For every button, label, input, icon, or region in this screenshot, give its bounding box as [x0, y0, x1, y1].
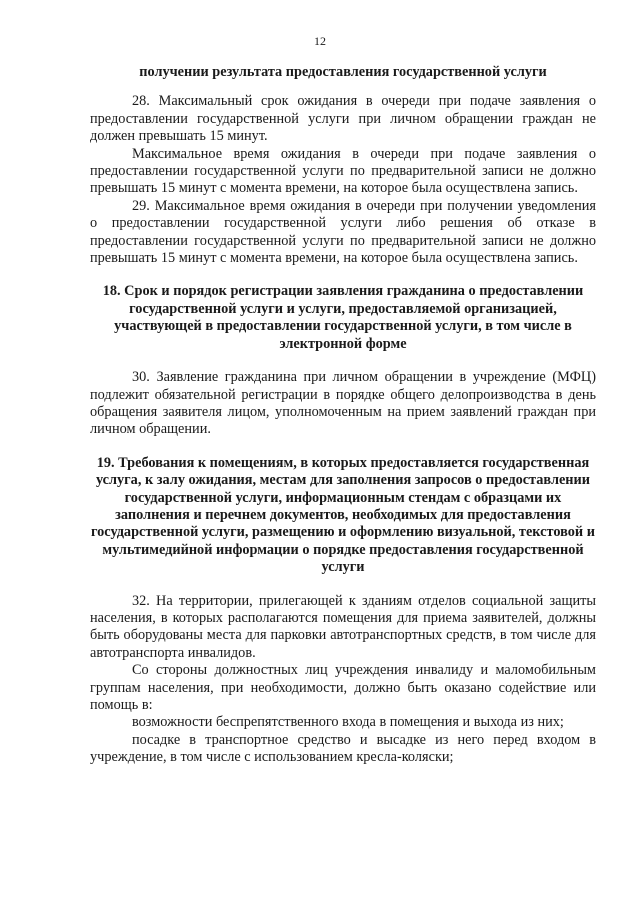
page-content — [90, 64, 596, 767]
list-item-entry-exit: возможности беспрепятственного входа в помещения и выхода из них; — [132, 714, 564, 731]
paragraph-30: 30. Заявление гражданина при личном обращении в учреждение (МФЦ) подлежит обязательной регистрации в порядке общего делопроизводства в день обращения заявителя лицом, уполномоченным на прием заявлений граждан при личном обращении. — [90, 369, 596, 438]
paragraph-28: 28. Максимальный срок ожидания в очереди при подаче заявления о предоставлении государственной услуги при личном обращении граждан не должен превышать 15 минут. — [90, 93, 596, 145]
paragraph-29: 29. Максимальное время ожидания в очереди при получении уведомления о предоставлении государственной услуги либо решения об отказе в предоставлении государственной услуги по предварительной записи не должно превышать 15 минут с момента времени, на которое была осуществлена запись. — [90, 197, 596, 267]
list-item-transport: посадке в транспортное средство и высадке из него перед входом в учреждение, в том числе с использованием кресла-коляски; — [90, 731, 596, 766]
section-19-heading: 19. Требования к помещениям, в которых предоставляется государственная услуга, к залу ожидания, местам для заполнения запросов о предоставлении государственной услуги, информационным стендам с образцами их заполнения и перечнем документов, необходимых для предоставления государственной услуги, размещению и оформлению визуальной, текстовой и мультимедийной информации о порядке предоставления государственной услуги — [91, 454, 595, 576]
top-heading: получении результата предоставления государственной услуги — [139, 64, 547, 80]
page-number: 12 — [314, 34, 326, 48]
paragraph-28-continued: Максимальное время ожидания в очереди при подаче заявления о предоставлении государственной услуги по предварительной записи не должно превышать 15 минут с момента времени, на которое была осуществлена запись. — [90, 145, 596, 197]
paragraph-32: 32. На территории, прилегающей к зданиям отделов социальной защиты населения, в которых располагаются помещения для приема заявителей, должны быть оборудованы места для парковки автотранспортных средств, в том числе для автотранспорта инвалидов. — [90, 592, 596, 661]
section-18-heading: 18. Срок и порядок регистрации заявления гражданина о предоставлении государственной услуги и услуги, предоставляемой организацией, участвующей в предоставлении государственной услуги, в том числе в электронной форме — [102, 283, 584, 352]
paragraph-32-assistance: Со стороны должностных лиц учреждения инвалиду и маломобильным группам населения, при необходимости, должно быть оказано содействие или помощь в: — [90, 662, 596, 713]
